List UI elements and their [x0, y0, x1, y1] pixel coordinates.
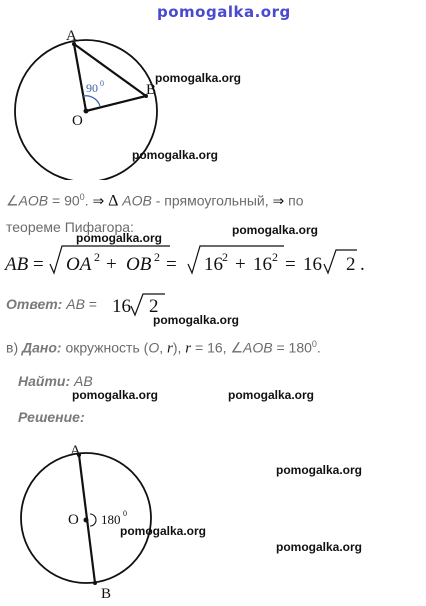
svg-text:+: +	[235, 254, 246, 275]
triangle-symbol: Δ	[108, 192, 119, 210]
angle-symbol: ∠	[6, 192, 19, 209]
svg-text:2: 2	[222, 250, 228, 264]
angle-degree: 0	[100, 79, 104, 88]
label-a: A	[70, 443, 81, 459]
radius-oa	[74, 44, 86, 111]
watermark: pomogalka.org	[120, 524, 207, 538]
watermark: pomogalka.org	[153, 313, 240, 327]
implies-arrow: ⇒	[92, 192, 105, 209]
svg-text:2: 2	[272, 250, 278, 264]
given-label: Дано:	[22, 339, 62, 356]
svg-text:OB: OB	[126, 254, 152, 275]
statement-line-1: ∠AOB = $90^0$. ⇒ Δ AOB - прямоугольный, ⇒ по	[6, 192, 304, 210]
svg-text:16: 16	[303, 254, 322, 275]
find-line: Найти: AB	[18, 373, 93, 389]
statement-line-2: теореме Пифагора:	[6, 219, 134, 235]
label-o: O	[72, 113, 83, 129]
svg-text:2: 2	[346, 254, 356, 275]
center-point-o	[84, 518, 89, 523]
angle-label: 180	[101, 512, 121, 527]
chord-ab	[74, 44, 146, 96]
find-label: Найти:	[18, 373, 71, 389]
watermark: pomogalka.org	[228, 388, 315, 402]
svg-text:=: =	[33, 254, 44, 275]
solution-line	[18, 409, 85, 425]
watermark: pomogalka.org	[132, 148, 219, 162]
straight-angle-arc	[90, 514, 96, 526]
svg-text:16: 16	[253, 254, 272, 275]
svg-text:.: .	[360, 254, 365, 275]
answer-label: Ответ:	[6, 296, 63, 312]
answer-line: Ответ: AB =	[6, 296, 97, 312]
label-b: B	[101, 586, 112, 602]
label-b: B	[146, 82, 157, 98]
svg-text:OA: OA	[66, 254, 92, 275]
svg-text:2: 2	[149, 296, 159, 317]
angle-label: 90	[86, 81, 98, 95]
watermark-top: pomogalka.org	[157, 3, 291, 21]
watermark: pomogalka.org	[276, 463, 363, 477]
point-b	[93, 581, 97, 585]
svg-text:16: 16	[204, 254, 223, 275]
svg-text:2: 2	[94, 250, 100, 264]
svg-text:=: =	[285, 254, 296, 275]
watermark: pomogalka.org	[155, 71, 242, 85]
angle-degree: 0	[123, 509, 127, 518]
svg-text:+: +	[106, 254, 117, 275]
implies-arrow: ⇒	[272, 192, 285, 209]
label-o: O	[68, 512, 79, 528]
watermark: pomogalka.org	[232, 223, 319, 237]
svg-text:2: 2	[154, 250, 160, 264]
center-point-o	[84, 109, 89, 114]
solution-label: Решение:	[18, 409, 85, 425]
svg-text:16: 16	[112, 296, 131, 317]
given-line: в) Дано: окружность (O, r), r = 16, ∠AOB = $180^0$.	[6, 339, 321, 357]
svg-text:=: =	[166, 254, 177, 275]
svg-text:AB: AB	[5, 254, 29, 275]
watermark: pomogalka.org	[76, 231, 163, 245]
pythagoras-formula	[2, 240, 382, 280]
watermark: pomogalka.org	[72, 388, 159, 402]
label-a: A	[66, 28, 77, 44]
watermark: pomogalka.org	[276, 540, 363, 554]
figure-circle-2	[0, 440, 200, 606]
